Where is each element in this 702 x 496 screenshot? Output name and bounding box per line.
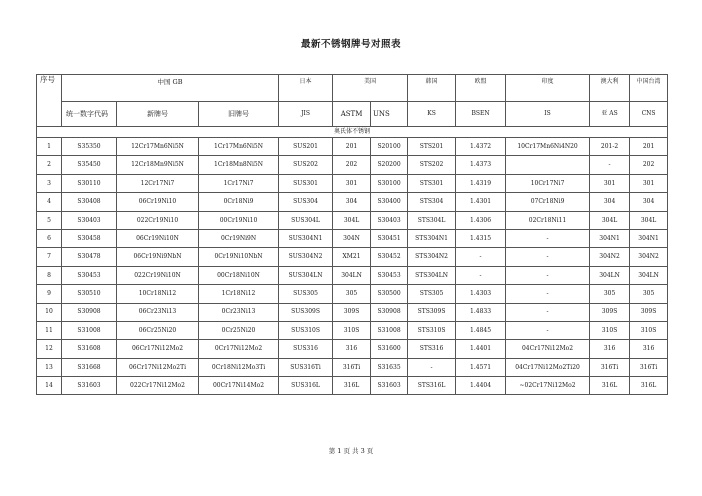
cell-bsen: 1.4373 [456, 156, 506, 174]
cell-ks: STS316L [408, 377, 456, 395]
cell-uns: S30403 [371, 211, 408, 229]
cell-code: S30458 [62, 229, 117, 247]
header-china-gb: 中国 GB [62, 75, 279, 102]
cell-no: 3 [37, 174, 62, 192]
cell-jis: SUS304L [279, 211, 333, 229]
cell-old: 00Cr17Ni14Mo2 [199, 377, 279, 395]
cell-uns: S30400 [371, 193, 408, 211]
cell-astm: 316Ti [333, 358, 371, 376]
cell-as: 301 [590, 174, 630, 192]
cell-bsen: 1.4404 [456, 377, 506, 395]
cell-uns: S31635 [371, 358, 408, 376]
cell-as: 316L [590, 377, 630, 395]
cell-bsen: 1.4372 [456, 138, 506, 156]
cell-jis: SUS301 [279, 174, 333, 192]
cell-jis: SUS305 [279, 285, 333, 303]
cell-cns: 305 [630, 285, 668, 303]
cell-astm: 310S [333, 321, 371, 339]
table-row [37, 193, 668, 211]
cell-old: 00Cr19Ni10 [199, 211, 279, 229]
cell-old: 1Cr17Ni7 [199, 174, 279, 192]
cell-code: S30510 [62, 285, 117, 303]
cell-as: 305 [590, 285, 630, 303]
cell-no: 12 [37, 340, 62, 358]
cell-no: 9 [37, 285, 62, 303]
table-row [37, 285, 668, 303]
cell-jis: SUS316Ti [279, 358, 333, 376]
cell-as: 316Ti [590, 358, 630, 376]
cell-cns: 201 [630, 138, 668, 156]
header-old-grade: 旧牌号 [199, 102, 279, 127]
cell-astm: 304L [333, 211, 371, 229]
table-row [37, 340, 668, 358]
cell-code: S30403 [62, 211, 117, 229]
cell-code: S30453 [62, 266, 117, 284]
header-unified-code: 统一数字代码 [62, 102, 117, 127]
cell-old: 0Cr23Ni13 [199, 303, 279, 321]
cell-astm: 305 [333, 285, 371, 303]
cell-bsen: 1.4571 [456, 358, 506, 376]
cell-astm: 304LN [333, 266, 371, 284]
cell-cns: 304L [630, 211, 668, 229]
cell-as: - [590, 156, 630, 174]
table-row [37, 377, 668, 395]
table-body [37, 138, 668, 395]
header-europe: 欧盟 [456, 75, 506, 102]
table-row [37, 303, 668, 321]
section-row [37, 127, 668, 138]
cell-cns: 316L [630, 377, 668, 395]
cell-astm: 309S [333, 303, 371, 321]
page-title: 最新不锈钢牌号对照表 [300, 39, 401, 50]
table-row [37, 138, 668, 156]
cell-old: 0Cr19Ni10NbN [199, 248, 279, 266]
cell-is: - [506, 321, 590, 339]
cell-old: 0Cr25Ni20 [199, 321, 279, 339]
cell-old: 1Cr17Mn6Ni5N [199, 138, 279, 156]
cell-new: 06Cr25Ni20 [117, 321, 199, 339]
table-row [37, 358, 668, 376]
header-row-bottom [37, 102, 668, 127]
cell-ks: STS301 [408, 174, 456, 192]
cell-jis: SUS309S [279, 303, 333, 321]
cell-bsen: 1.4306 [456, 211, 506, 229]
cell-old: 0Cr19Ni9N [199, 229, 279, 247]
cell-uns: S20100 [371, 138, 408, 156]
cell-is: 02Cr18Ni11 [506, 211, 590, 229]
cell-is: 04Cr17Ni12Mo2 [506, 340, 590, 358]
header-astm: ASTM [333, 102, 371, 127]
cell-is: 07Cr18Ni9 [506, 193, 590, 211]
cell-cns: 316 [630, 340, 668, 358]
table-row [37, 229, 668, 247]
cell-ks: STS304L [408, 211, 456, 229]
header-usa: 美国 [333, 75, 408, 102]
cell-uns: S30100 [371, 174, 408, 192]
cell-no: 6 [37, 229, 62, 247]
cell-no: 5 [37, 211, 62, 229]
cell-uns: S31603 [371, 377, 408, 395]
cell-old: 1Cr18Ni12 [199, 285, 279, 303]
cell-code: S30908 [62, 303, 117, 321]
cell-is: - [506, 229, 590, 247]
cell-astm: 304N [333, 229, 371, 247]
cell-code: S31608 [62, 340, 117, 358]
cell-old: 0Cr18Ni12Mo3Ti [199, 358, 279, 376]
cell-bsen: 1.4301 [456, 193, 506, 211]
cell-cns: 304N2 [630, 248, 668, 266]
cell-is: 04Cr17Ni12Mo2Ti20 [506, 358, 590, 376]
cell-cns: 304N1 [630, 229, 668, 247]
cell-astm: XM21 [333, 248, 371, 266]
header-japan: 日本 [279, 75, 333, 102]
cell-new: 06Cr19Ni9NbN [117, 248, 199, 266]
cell-cns: 202 [630, 156, 668, 174]
cell-astm: 301 [333, 174, 371, 192]
cell-new: 12Cr18Mn9Ni5N [117, 156, 199, 174]
header-jis: JIS [279, 102, 333, 127]
cell-code: S30408 [62, 193, 117, 211]
cell-ks: STS201 [408, 138, 456, 156]
cell-no: 8 [37, 266, 62, 284]
header-cns: CNS [630, 102, 668, 127]
cell-no: 1 [37, 138, 62, 156]
header-row-top [37, 75, 668, 102]
header-korea: 韩国 [408, 75, 456, 102]
header-ks: KS [408, 102, 456, 127]
cell-code: S31603 [62, 377, 117, 395]
header-seq: 序号 [37, 75, 62, 127]
cell-new: 06Cr17Ni12Mo2 [117, 340, 199, 358]
cell-new: 022Cr19Ni10 [117, 211, 199, 229]
cell-new: 10Cr18Ni12 [117, 285, 199, 303]
cell-no: 2 [37, 156, 62, 174]
header-uns: UNS [371, 102, 408, 127]
header-is: IS [506, 102, 590, 127]
cell-old: 00Cr18Ni10N [199, 266, 279, 284]
table-row [37, 248, 668, 266]
cell-bsen: - [456, 248, 506, 266]
cell-ks: STS310S [408, 321, 456, 339]
cell-uns: S30908 [371, 303, 408, 321]
cell-cns: 309S [630, 303, 668, 321]
cell-new: 06Cr19Ni10 [117, 193, 199, 211]
cell-jis: SUS201 [279, 138, 333, 156]
cell-ks: STS304LN [408, 266, 456, 284]
cell-astm: 304 [333, 193, 371, 211]
cell-is [506, 156, 590, 174]
cell-uns: S20200 [371, 156, 408, 174]
cell-code: S35450 [62, 156, 117, 174]
cell-is: - [506, 266, 590, 284]
header-new-grade: 新牌号 [117, 102, 199, 127]
cell-cns: 310S [630, 321, 668, 339]
cell-code: S31668 [62, 358, 117, 376]
cell-no: 14 [37, 377, 62, 395]
table-row [37, 321, 668, 339]
cell-new: 12Cr17Ni7 [117, 174, 199, 192]
cell-bsen: 1.4303 [456, 285, 506, 303]
cell-code: S31008 [62, 321, 117, 339]
cell-ks: - [408, 358, 456, 376]
cell-cns: 301 [630, 174, 668, 192]
cell-code: S30478 [62, 248, 117, 266]
cell-jis: SUS310S [279, 321, 333, 339]
header-taiwan: 中国台湾 [630, 75, 668, 102]
table-row [37, 266, 668, 284]
cell-jis: SUS304N1 [279, 229, 333, 247]
cell-astm: 316L [333, 377, 371, 395]
cell-astm: 202 [333, 156, 371, 174]
cell-uns: S30500 [371, 285, 408, 303]
cell-uns: S30453 [371, 266, 408, 284]
cell-new: 06Cr17Ni12Mo2Ti [117, 358, 199, 376]
header-bsen: BSEN [456, 102, 506, 127]
cell-uns: S31008 [371, 321, 408, 339]
cell-ks: STS202 [408, 156, 456, 174]
cell-old: 0Cr18Ni9 [199, 193, 279, 211]
cell-bsen: 1.4845 [456, 321, 506, 339]
cell-jis: SUS316L [279, 377, 333, 395]
cell-bsen: 1.4319 [456, 174, 506, 192]
cell-bsen: 1.4401 [456, 340, 506, 358]
cell-as: 310S [590, 321, 630, 339]
cell-ks: STS304N1 [408, 229, 456, 247]
cell-old: 1Cr18Mn8Ni5N [199, 156, 279, 174]
cell-jis: SUS316 [279, 340, 333, 358]
cell-ks: STS304 [408, 193, 456, 211]
cell-old: 0Cr17Ni12Mo2 [199, 340, 279, 358]
cell-new: 022Cr17Ni12Mo2 [117, 377, 199, 395]
table-row [37, 174, 668, 192]
cell-is: - [506, 248, 590, 266]
cell-jis: SUS304LN [279, 266, 333, 284]
cell-new: 06Cr23Ni13 [117, 303, 199, 321]
cell-ks: STS316 [408, 340, 456, 358]
cell-uns: S30452 [371, 248, 408, 266]
section-label: 奥氏体不锈钢 [37, 127, 668, 138]
cell-jis: SUS304N2 [279, 248, 333, 266]
header-india: 印度 [506, 75, 590, 102]
cell-as: 316 [590, 340, 630, 358]
cell-bsen: - [456, 266, 506, 284]
cell-no: 4 [37, 193, 62, 211]
cell-no: 11 [37, 321, 62, 339]
cell-jis: SUS304 [279, 193, 333, 211]
cell-ks: STS304N2 [408, 248, 456, 266]
cell-cns: 304LN [630, 266, 668, 284]
cell-is: - [506, 303, 590, 321]
header-as: 亚 AS [590, 102, 630, 127]
cell-as: 309S [590, 303, 630, 321]
cell-jis: SUS202 [279, 156, 333, 174]
cell-code: S30110 [62, 174, 117, 192]
cell-uns: S30451 [371, 229, 408, 247]
cell-is: - [506, 285, 590, 303]
cell-as: 304LN [590, 266, 630, 284]
cell-ks: STS309S [408, 303, 456, 321]
cell-as: 304N2 [590, 248, 630, 266]
cell-bsen: 1.4315 [456, 229, 506, 247]
cell-as: 304L [590, 211, 630, 229]
page-footer: 第 1 页 共 3 页 [328, 447, 374, 455]
cell-astm: 201 [333, 138, 371, 156]
cell-no: 7 [37, 248, 62, 266]
cell-no: 13 [37, 358, 62, 376]
cell-is: ~02Cr17Ni12Mo2 [506, 377, 590, 395]
table-row [37, 156, 668, 174]
cell-new: 06Cr19Ni10N [117, 229, 199, 247]
cell-new: 022Cr19Ni10N [117, 266, 199, 284]
cell-cns: 304 [630, 193, 668, 211]
cell-new: 12Cr17Mn6Ni5N [117, 138, 199, 156]
cell-as: 304N1 [590, 229, 630, 247]
cell-as: 304 [590, 193, 630, 211]
cell-astm: 316 [333, 340, 371, 358]
cell-cns: 316Ti [630, 358, 668, 376]
cell-is: 10Cr17Ni7 [506, 174, 590, 192]
steel-grade-table [36, 74, 668, 395]
cell-no: 10 [37, 303, 62, 321]
cell-uns: S31600 [371, 340, 408, 358]
cell-bsen: 1.4833 [456, 303, 506, 321]
cell-code: S35350 [62, 138, 117, 156]
header-australia: 澳大利 [590, 75, 630, 102]
cell-is: 10Cr17Mn6Ni4N20 [506, 138, 590, 156]
cell-ks: STS305 [408, 285, 456, 303]
table-row [37, 211, 668, 229]
cell-as: 201-2 [590, 138, 630, 156]
